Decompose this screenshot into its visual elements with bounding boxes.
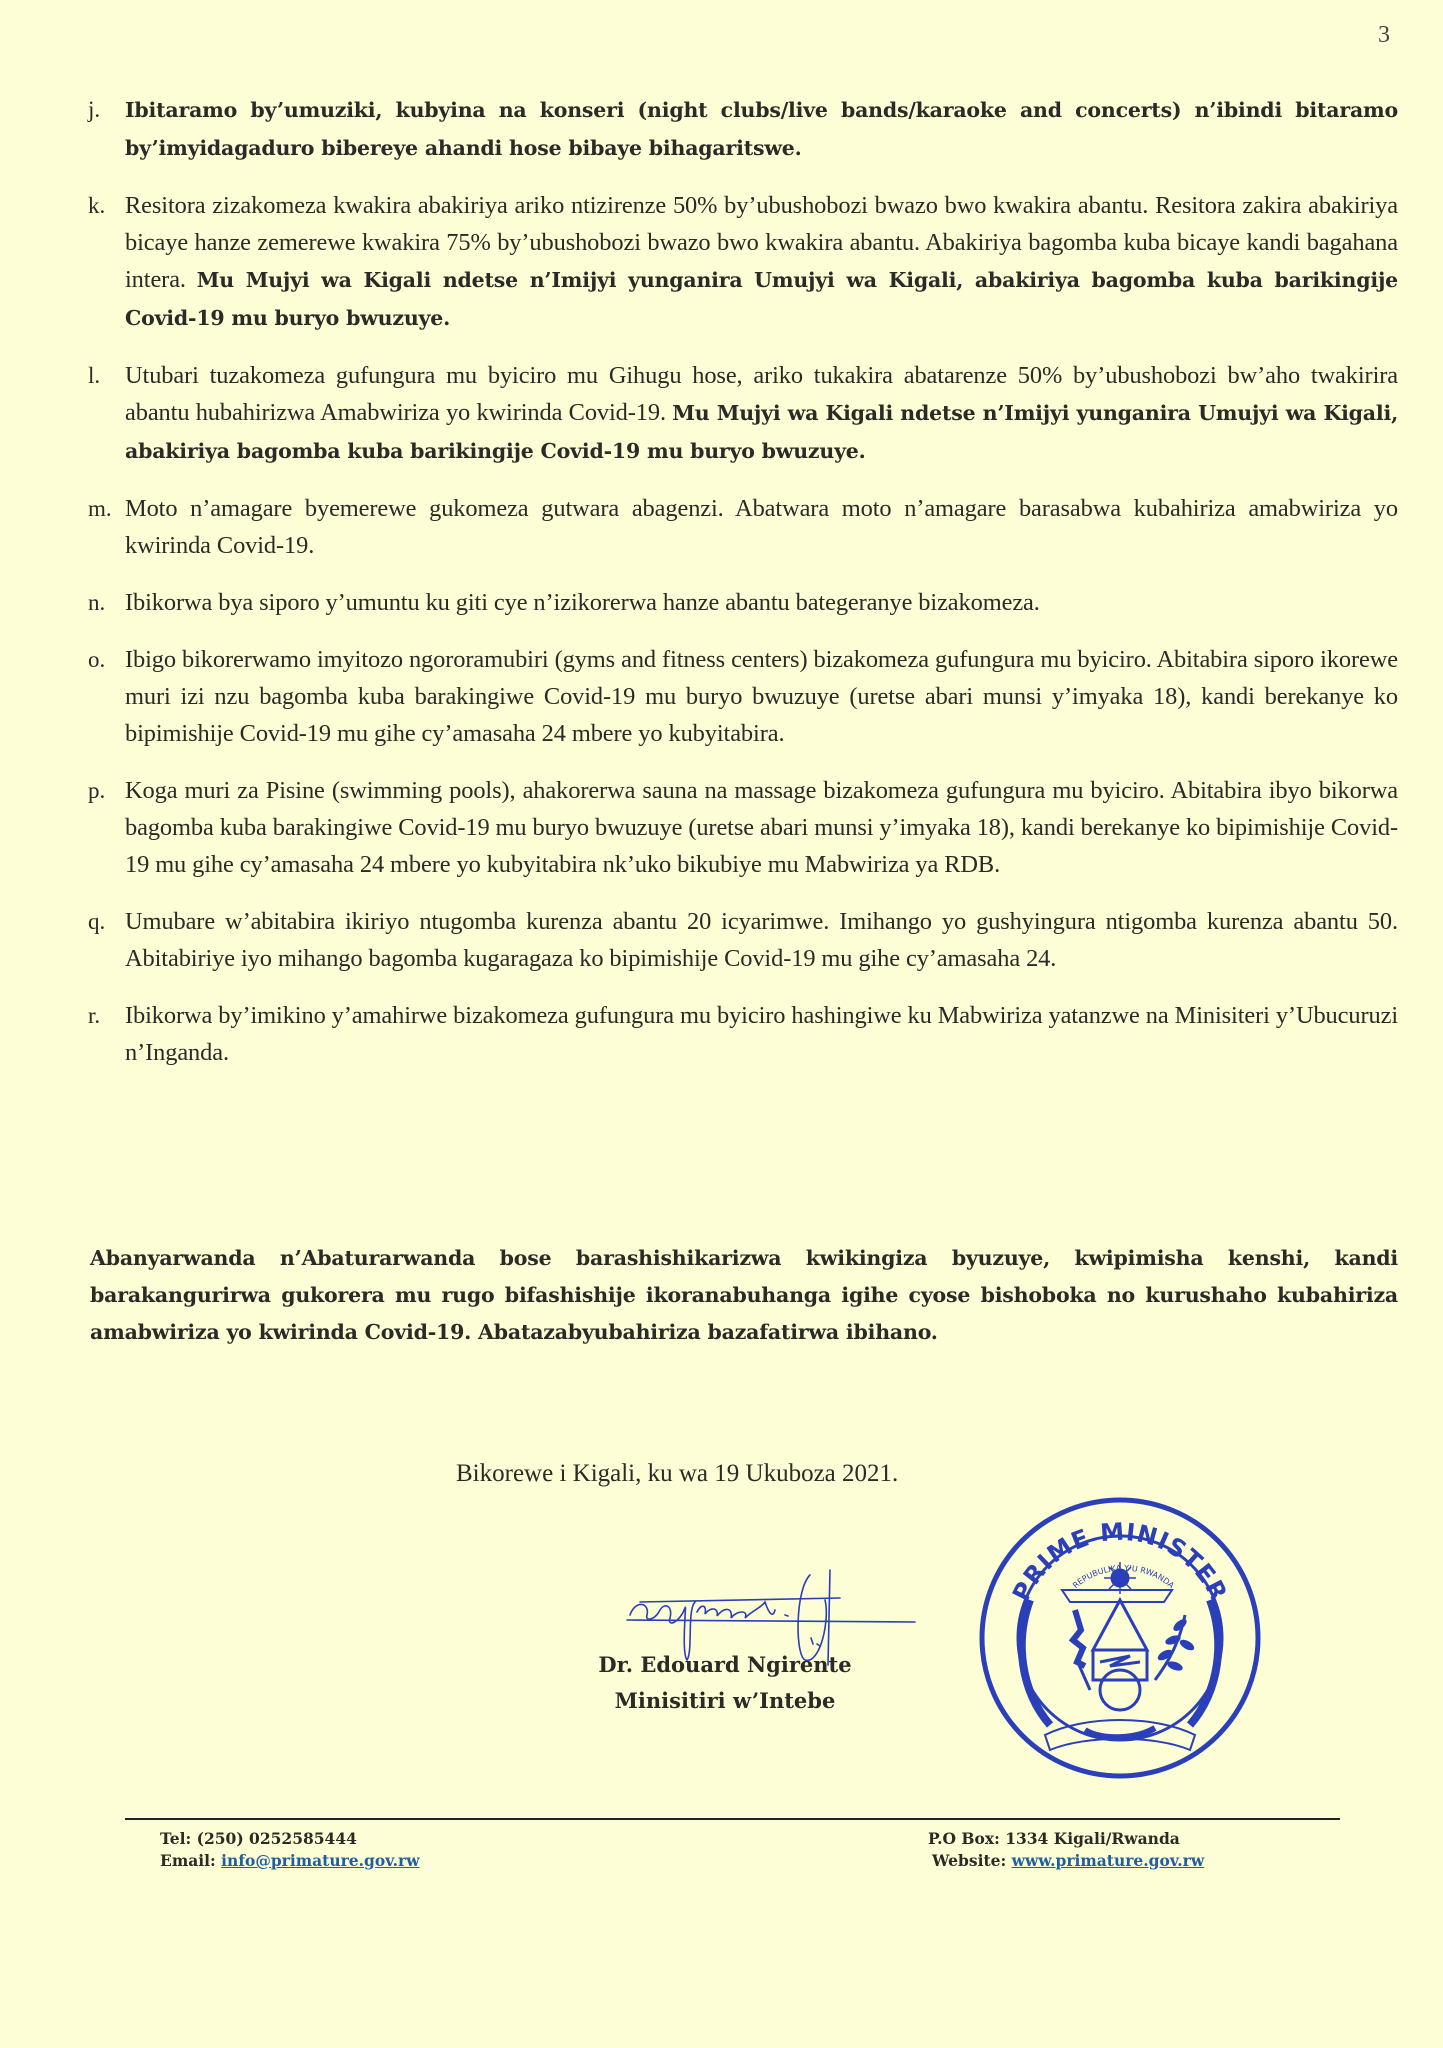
email-link[interactable]: info@primature.gov.rw — [221, 1851, 420, 1870]
list-item-marker: o. — [88, 647, 106, 672]
text-segment: Utubari tuzakomeza gufungura mu byiciro mu Gihugu hose, ariko tukakira abatarenze 50% by’ubushobozi bw’aho twakirira abantu hubahirizwa Amabwiriza yo kwirinda Covid-19. — [125, 362, 1398, 426]
list-item-text — [125, 490, 1398, 564]
footer-pobox — [928, 1828, 1204, 1850]
measures-list — [88, 91, 1398, 1091]
list-item — [88, 903, 1398, 977]
footer-contact-right — [928, 1828, 1204, 1872]
email-label: Email: — [160, 1851, 216, 1870]
list-item — [88, 187, 1398, 337]
text-segment: Umubare w’abitabira ikiriyo ntugomba kurenza abantu 20 icyarimwe. Imihango yo gushyingura ntigomba kurenza abantu 50. Abitabiriye iyo mihango bagomba kugaragaza ko bipimishije Covid-19 mu gihe cy’amasaha 24. — [125, 908, 1398, 972]
text-segment: Moto n’amagare byemerewe gukomeza gutwara abagenzi. Abatwara moto n’amagare barasabwa kubahiriza amabwiriza yo kwirinda Covid-19. — [125, 495, 1398, 559]
place-and-date: Bikorewe i Kigali, ku wa 19 Ukuboza 2021. — [456, 1460, 899, 1487]
list-item — [88, 91, 1398, 167]
website-label: Website: — [932, 1851, 1007, 1870]
list-item-marker: l. — [88, 363, 101, 388]
text-segment: Ibikorwa bya siporo y’umuntu ku giti cye n’izikorerwa hanze abantu bategeranye bizakomeza. — [125, 589, 1040, 616]
list-item-marker: n. — [88, 590, 106, 615]
footer-divider — [125, 1818, 1340, 1820]
list-item — [88, 584, 1398, 621]
bold-text-segment: Mu Mujyi wa Kigali ndetse n’Imijyi yunganira Umujyi wa Kigali, abakiriya bagomba kuba barikingije Covid-19 mu buryo bwuzuye. — [125, 268, 1399, 330]
list-item-text — [125, 772, 1398, 883]
list-item — [88, 490, 1398, 564]
footer-website — [928, 1850, 1204, 1872]
list-item — [88, 641, 1398, 752]
signatory-title: Minisitiri w’Intebe — [614, 1688, 836, 1713]
text-segment: Ibikorwa by’imikino y’amahirwe bizakomeza gufungura mu byiciro hashingiwe ku Mabwiriza yatanzwe na Minisiteri y’Ubucuruzi n’Inganda. — [125, 1002, 1398, 1066]
signatory-name: Dr. Edouard Ngirente — [598, 1652, 852, 1677]
pobox-label: P.O Box: — [928, 1829, 1000, 1848]
list-item-text — [125, 641, 1398, 752]
list-item-text — [125, 187, 1398, 337]
stamp-banner-text: REPUBULIKA Y’U RWANDA — [1071, 1563, 1176, 1591]
bold-text-segment: Ibitaramo by’umuziki, kubyina na konseri (night clubs/live bands/karaoke and concerts) n’ibindi bitaramo by’imyidagaduro bibereye ahandi hose bibaye bihagaritswe. — [125, 98, 1398, 160]
list-item-text — [125, 91, 1398, 167]
footer-tel — [160, 1828, 420, 1850]
list-item-text — [125, 584, 1398, 621]
list-item — [88, 997, 1398, 1071]
text-segment: Koga muri za Pisine (swimming pools), ahakorerwa sauna na massage bizakomeza gufungura mu byiciro. Abitabira ibyo bikorwa bagomba kuba barakingiwe Covid-19 mu buryo bwuzuye (uretse abari munsi y’imyaka 18), kandi berekanye ko bipimishije Covid-19 mu gihe cy’amasaha 24 mbere yo kubyitabira nk’uko bikubiye mu Mabwiriza ya RDB. — [125, 777, 1398, 878]
text-segment: Ibigo bikorerwamo imyitozo ngororamubiri (gyms and fitness centers) bizakomeza gufungura mu byiciro. Abitabira siporo ikorewe muri izi nzu bagomba kuba barakingiwe Covid-19 mu buryo bwuzuye (uretse abari munsi y’imyaka 18), kandi berekanye ko bipimishije Covid-19 mu gihe cy’amasaha 24 mbere yo kubyitabira. — [125, 646, 1398, 747]
list-item — [88, 772, 1398, 883]
footer-email — [160, 1850, 420, 1872]
stamp-outer-text: PRIME MINISTER — [1007, 1517, 1233, 1606]
page-number: 3 — [1378, 22, 1390, 48]
pobox-value: 1334 Kigali/Rwanda — [1005, 1829, 1180, 1848]
text-segment: Resitora zizakomeza kwakira abakiriya ariko ntizirenze 50% by’ubushobozi bwazo bwo kwakira abantu. Resitora zakira abakiriya bicaye hanze zemerewe kwakira 75% by’ubushobozi bwazo bwo kwakira abantu. Abakiriya bagomba kuba bicaye kandi bagahana intera. — [125, 192, 1398, 293]
list-item-marker: q. — [88, 909, 106, 934]
list-item-marker: k. — [88, 193, 106, 218]
list-item-marker: p. — [88, 778, 106, 803]
list-item-marker: m. — [88, 496, 112, 521]
list-item-text — [125, 997, 1398, 1071]
list-item-text — [125, 903, 1398, 977]
list-item-marker: r. — [88, 1003, 101, 1028]
list-item-marker: j. — [88, 97, 101, 122]
bold-text-segment: Mu Mujyi wa Kigali ndetse n’Imijyi yunganira Umujyi wa Kigali, abakiriya bagomba kuba barikingije Covid-19 mu buryo bwuzuye. — [125, 401, 1399, 463]
tel-value: (250) 0252585444 — [196, 1829, 357, 1848]
prime-minister-stamp — [975, 1490, 1265, 1780]
footer-contact-left — [160, 1828, 420, 1872]
list-item-text — [125, 357, 1398, 470]
list-item — [88, 357, 1398, 470]
closing-paragraph: Abanyarwanda n’Abaturarwanda bose barashishikarizwa kwikingiza byuzuye, kwipimisha kenshi, kandi barakangurirwa gukorera mu rugo bifashishije ikoranabuhanga igihe cyose bishoboka no kurushaho kubahiriza amabwiriza yo kwirinda Covid-19. Abatazabyubahiriza bazafatirwa ibihano. — [90, 1246, 1398, 1344]
tel-label: Tel: — [160, 1829, 192, 1848]
website-link[interactable]: www.primature.gov.rw — [1011, 1851, 1205, 1870]
